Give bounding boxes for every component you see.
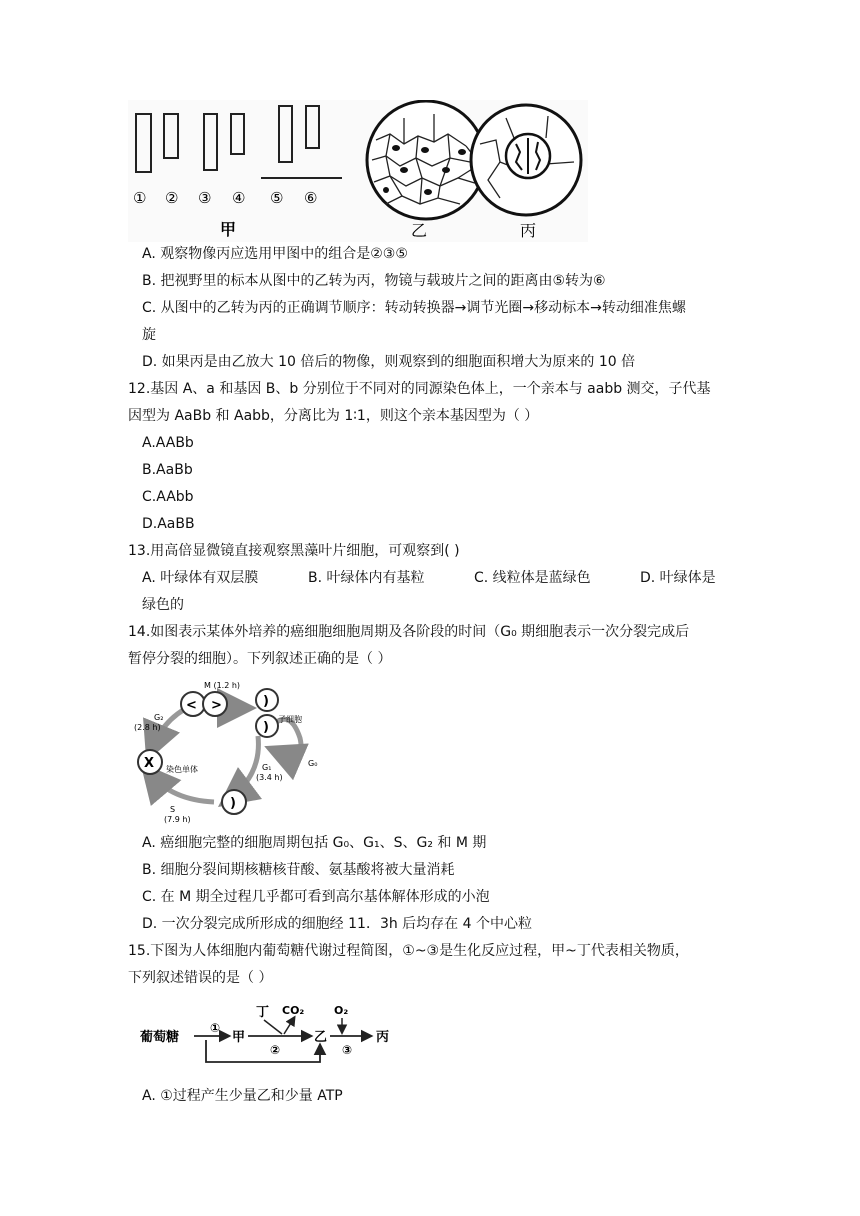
q11-option-c-continued: 旋 [142,327,156,343]
svg-text:): ) [230,796,236,811]
cell-cycle-figure [130,678,430,828]
bypass-arrow [206,1040,320,1062]
glucose-metabolism-figure [138,996,408,1072]
co2-label: CO₂ [282,1004,305,1017]
field-of-view-yi [367,101,485,219]
field-of-view-bing [471,105,581,215]
svg-text:>: > [211,698,222,713]
lens-label-3: ③ [198,189,212,207]
lens-label-5: ⑤ [270,189,284,207]
q14-option-b: B. 细胞分裂间期核糖核苷酸、氨基酸将被大量消耗 [142,862,455,878]
q11-option-c: C. 从图中的乙转为丙的正确调节顺序：转动转换器→调节光圈→移动标本→转动细准焦螺 [142,300,686,316]
lens-label-6: ⑥ [304,189,318,207]
q14-option-c: C. 在 M 期全过程几乎都可看到高尔基体解体形成的小泡 [142,889,490,905]
microscope-figure [128,100,588,242]
label-s-time: (7.9 h) [164,815,191,824]
q12-option-d: D.AaBB [142,516,195,532]
q11-option-a: A. 观察物像丙应选用甲图中的组合是②③⑤ [142,246,408,262]
label-chromatid: 染色单体 [166,765,198,774]
glucose-label: 葡萄糖 [140,1030,180,1045]
q13-option-c: C. 线粒体是蓝绿色 [474,570,591,586]
label-s: S [170,805,176,814]
q12-option-c: C.AAbb [142,489,194,505]
q13-option-b: B. 叶绿体内有基粒 [308,570,425,586]
arc-s [150,774,214,802]
q14-option-d: D. 一次分裂完成所形成的细胞经 11．3h 后均存在 4 个中心粒 [142,916,532,932]
q12-stem-continued: 因型为 AaBb 和 Aabb，分离比为 1∶1，则这个亲本基因型为（ ） [128,408,539,424]
ding-input-line [264,1020,282,1034]
yi-label: 乙 [314,1030,328,1045]
q14-stem-continued: 暂停分裂的细胞）。下列叙述正确的是（ ） [128,651,392,667]
q13-option-d-continued: 绿色的 [142,597,184,613]
ding-label: 丁 [256,1005,270,1020]
svg-text:X: X [144,756,155,771]
bing-label: 丙 [376,1030,390,1045]
q12-option-b: B.AaBb [142,462,193,478]
caption-jia: 甲 [220,220,237,239]
co2-output-line [284,1018,294,1034]
step-1-label: ① [210,1021,221,1035]
q15-option-a: A. ①过程产生少量乙和少量 ATP [142,1088,343,1104]
step-2-label: ② [270,1043,281,1057]
q12-option-a: A.AABb [142,435,194,451]
lens-label-2: ② [165,189,179,207]
o2-label: O₂ [334,1004,349,1017]
lens-label-1: ① [133,189,147,207]
svg-text:): ) [263,720,269,735]
label-g0: G₀ [308,759,318,768]
q15-stem: 15.下图为人体细胞内葡萄糖代谢过程简图，①~③是生化反应过程，甲~丁代表相关物质， [128,943,689,959]
caption-yi: 乙 [411,221,428,240]
label-g1-time: (3.4 h) [256,773,283,782]
svg-text:<: < [186,698,197,713]
q14-stem: 14.如图表示某体外培养的癌细胞细胞周期及各阶段的时间（G₀ 期细胞表示一次分裂完成后 [128,624,690,640]
q13-option-d: D. 叶绿体是 [640,570,716,586]
label-m: M (1.2 h) [204,681,241,690]
q11-option-b: B. 把视野里的标本从图中的乙转为丙，物镜与载玻片之间的距离由⑤转为⑥ [142,273,606,289]
q11-option-d: D. 如果丙是由乙放大 10 倍后的物像，则观察到的细胞面积增大为原来的 10 倍 [142,354,636,370]
arc-g1 [230,736,258,798]
label-g2: G₂ [154,713,164,722]
label-g2-time: (2.8 h) [134,723,161,732]
caption-bing: 丙 [520,221,537,240]
q14-option-a: A. 癌细胞完整的细胞周期包括 G₀、G₁、S、G₂ 和 M 期 [142,835,487,851]
q13-option-a: A. 叶绿体有双层膜 [142,570,259,586]
q15-stem-continued: 下列叙述错误的是（ ） [128,970,273,986]
svg-text:): ) [263,694,269,709]
step-3-label: ③ [342,1043,353,1057]
lens-label-4: ④ [232,189,246,207]
q13-stem: 13.用高倍显微镜直接观察黑藻叶片细胞，可观察到( ) [128,543,460,559]
jia-label: 甲 [232,1030,246,1045]
label-g1: G₁ [262,763,272,772]
q12-stem: 12.基因 A、a 和基因 B、b 分别位于不同对的同源染色体上，一个亲本与 aabb 测交，子代基 [128,381,711,397]
label-daughter-cell: 子细胞 [278,715,302,724]
